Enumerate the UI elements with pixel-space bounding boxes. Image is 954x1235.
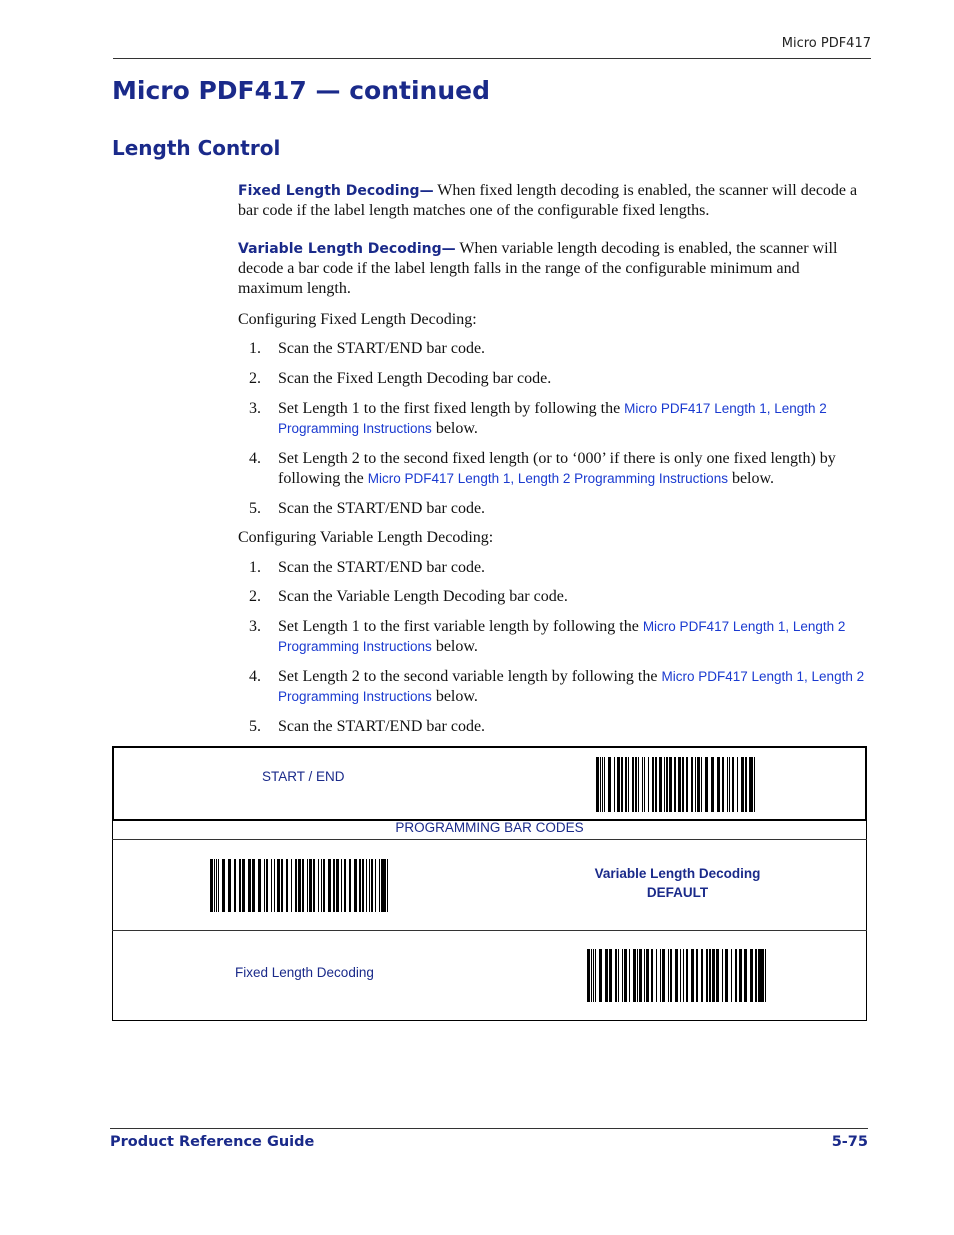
- step-text-tail: below.: [431, 420, 478, 437]
- step-number: 4.: [249, 668, 261, 685]
- step-text: [278, 587, 870, 607]
- step-text-main: Set Length 2 to the second variable length by following the: [278, 668, 662, 685]
- footer-rule: [110, 1128, 868, 1129]
- table-divider: [112, 930, 867, 931]
- fixed-length-definition: [238, 181, 868, 221]
- step-text-main: Set Length 1 to the first variable length by following the: [278, 618, 643, 635]
- fixed-length-barcode[interactable]: [587, 949, 769, 1002]
- variable-length-barcode[interactable]: [210, 859, 392, 912]
- step-text: [278, 399, 870, 439]
- step-text-main: Set Length 1 to the first fixed length by following the: [278, 400, 625, 417]
- step-text-main: Scan the START/END bar code.: [278, 718, 486, 735]
- step-number: 5.: [249, 718, 261, 735]
- step-text-main: Scan the Variable Length Decoding bar code.: [278, 588, 568, 605]
- footer-guide-name: Product Reference Guide: [110, 1134, 315, 1150]
- step-text-tail: below.: [727, 470, 775, 487]
- step-text: [278, 499, 870, 519]
- default-label: DEFAULT: [646, 885, 709, 900]
- programming-instructions-link[interactable]: Micro PDF417 Length 1, Length 2 Programming Instructions: [278, 401, 827, 436]
- programming-instructions-link[interactable]: Micro PDF417 Length 1, Length 2 Programming Instructions: [367, 471, 728, 486]
- fixed-length-label: Fixed Length Decoding: [235, 965, 374, 980]
- step-number: 5.: [249, 500, 261, 517]
- step-number: 1.: [249, 559, 261, 576]
- step-number: 1.: [249, 340, 261, 357]
- fixed-length-text: When fixed length decoding is enabled, the scanner will decode a bar code if the label length matches one of the configurable fixed lengths.: [238, 182, 858, 219]
- step-number: 4.: [249, 450, 261, 467]
- step-text-main: Set Length 2 to the second fixed length (or to ‘000’ if there is only one fixed length) by following the: [278, 450, 836, 487]
- variable-length-text: When variable length decoding is enabled, the scanner will decode a bar code if the label length falls in the range of the configurable minimum and maximum length.: [238, 240, 838, 297]
- step-text: [278, 617, 870, 657]
- variable-length-label: Variable Length Decoding: [594, 866, 761, 881]
- step-text: [278, 369, 870, 389]
- page-title: Micro PDF417 — continued: [112, 76, 490, 105]
- step-text-main: Scan the START/END bar code.: [278, 340, 486, 357]
- step-text-tail: below.: [431, 638, 478, 655]
- fixed-length-term: Fixed Length Decoding—: [238, 183, 434, 199]
- section-heading: Length Control: [112, 136, 281, 160]
- header-rule: [113, 58, 871, 59]
- table-divider: [112, 839, 867, 840]
- step-number: 3.: [249, 618, 261, 635]
- running-header: Micro PDF417: [781, 36, 871, 51]
- step-number: 3.: [249, 400, 261, 417]
- step-number: 2.: [249, 370, 261, 387]
- step-text-tail: below.: [431, 688, 478, 705]
- programming-instructions-link[interactable]: Micro PDF417 Length 1, Length 2 Programming Instructions: [278, 619, 846, 654]
- step-text: [278, 449, 870, 489]
- variable-length-term: Variable Length Decoding—: [238, 241, 456, 257]
- step-text-main: Scan the START/END bar code.: [278, 559, 486, 576]
- variable-config-intro: Configuring Variable Length Decoding:: [238, 529, 494, 546]
- page-number: 5-75: [831, 1134, 868, 1150]
- start-end-barcode[interactable]: [596, 757, 760, 812]
- programming-instructions-link[interactable]: Micro PDF417 Length 1, Length 2 Programming Instructions: [278, 669, 865, 704]
- step-text-main: Scan the START/END bar code.: [278, 500, 486, 517]
- programming-barcodes-title: PROGRAMMING BAR CODES: [395, 820, 584, 835]
- step-text-main: Scan the Fixed Length Decoding bar code.: [278, 370, 552, 387]
- fixed-config-intro: Configuring Fixed Length Decoding:: [238, 311, 477, 328]
- step-text: [278, 667, 870, 707]
- step-number: 2.: [249, 588, 261, 605]
- step-text: [278, 339, 870, 359]
- step-text: [278, 558, 870, 578]
- start-end-label: START / END: [262, 769, 345, 784]
- variable-length-label-group: [580, 864, 775, 902]
- step-text: [278, 717, 870, 737]
- variable-length-definition: [238, 239, 868, 299]
